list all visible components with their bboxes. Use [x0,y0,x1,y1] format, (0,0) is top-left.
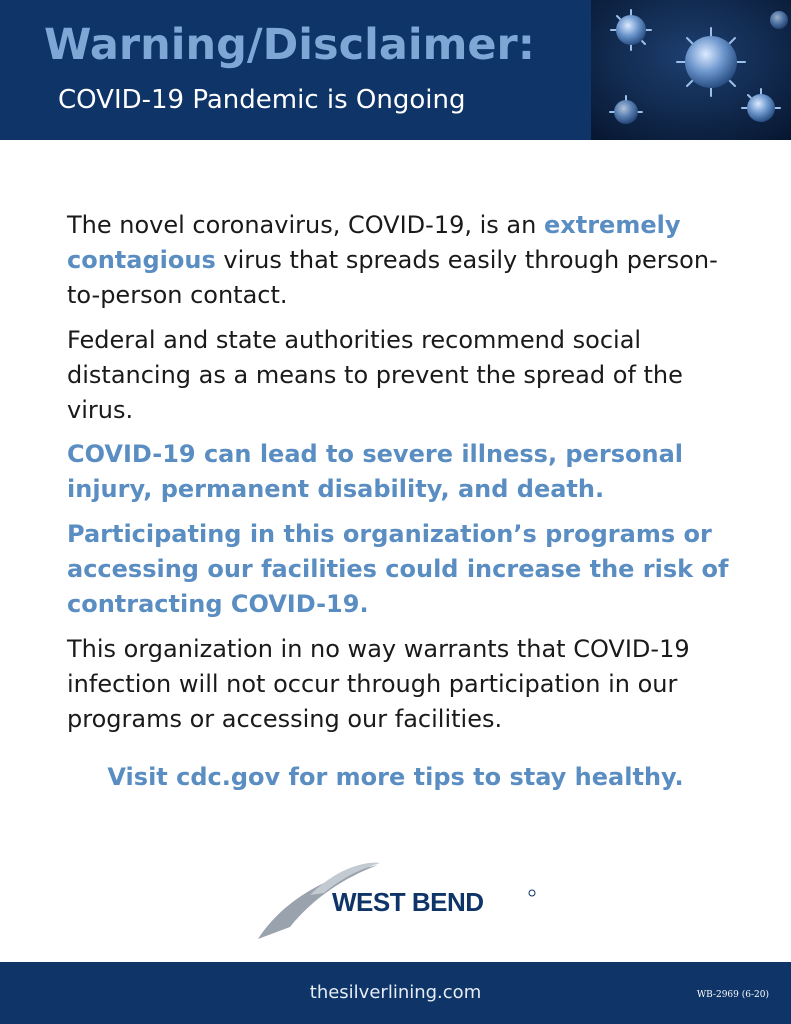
coronavirus-image [591,0,791,140]
paragraph-no-warranty: This organization in no way warrants that COVID-19 infection will not occur through participation in our programs or accessing our facilities. [67,635,690,733]
paragraph-social-distancing: Federal and state authorities recommend social distancing as a means to prevent the spread of the virus. [67,326,683,424]
footer-website-link[interactable]: thesilverlining.com [309,982,482,1003]
header-banner [0,0,791,140]
paragraph-contagious-end: virus that spreads easily through person-to-person contact. [67,246,718,309]
page-subtitle: COVID-19 Pandemic is Ongoing [58,85,466,115]
paragraph-increased-risk: Participating in this organization’s programs or accessing our facilities could increase the risk of contracting COVID-19. [67,520,729,618]
page-title: Warning/Disclaimer: [44,20,535,70]
paragraph-severe-illness: COVID-19 can lead to severe illness, personal injury, permanent disability, and death. [67,440,683,503]
form-number: WB-2969 (6-20) [696,990,769,1000]
footer-bar [0,962,791,1024]
paragraph-contagious [67,208,737,313]
west-bend-wordmark: WEST BEND [332,887,484,917]
west-bend-logo [250,855,550,945]
paragraph-contagious-start: The novel coronavirus, COVID-19, is an [67,211,544,239]
highlight-extremely-contagious: extremely contagious [67,211,681,274]
cdc-tip: Visit cdc.gov for more tips to stay healthy. [107,763,684,791]
